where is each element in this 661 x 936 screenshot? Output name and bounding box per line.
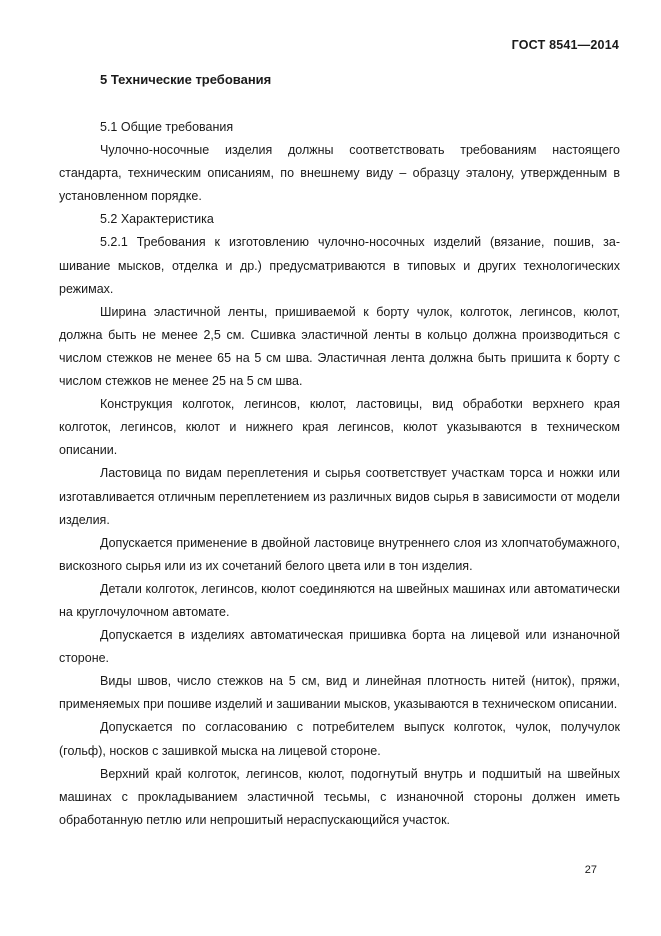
paragraph: Чулочно-носочные изделия должны соответствовать требованиям настоящего стандарта, техническим описаниям, по внешнему виду – образцу эталону, утвержденным в установленном порядке. [59, 143, 620, 204]
paragraph: Верхний край колготок, легинсов, кюлот, подогнутый внутрь и подшитый на швейных машинах с прокладыванием эластичной тесьмы, с изнаночной стороны должен иметь обработанную петлю или непрошитый нераспускающийся участок. [59, 766, 620, 827]
subsection-heading-characteristics: 5.2 Характеристика [100, 212, 214, 227]
body-text [59, 116, 620, 832]
paragraph: Допускается применение в двойной ластовице внутреннего слоя из хлопчатобумажного, вискозного сырья или из их сочетаний белого цвета или в тон изделия. [59, 535, 620, 573]
page-number: 27 [584, 864, 597, 876]
paragraph: Допускается в изделиях автоматическая пришивка борта на лицевой или изнаночной стороне. [59, 628, 620, 666]
paragraph: Конструкция колготок, легинсов, кюлот, ластовицы, вид обработки верхнего края колготок, легинсов, кюлот и нижнего края легинсов, кюлот указываются в техническом описании. [59, 397, 620, 458]
document-code: ГОСТ 8541—2014 [511, 38, 619, 52]
paragraph: Ширина эластичной ленты, пришиваемой к борту чулок, колготок, легинсов, кюлот, должна быть не менее 2,5 см. Сшивка эластичной ленты в кольцо должна производиться с числом стежков не менее 65 на 5 см шва. Эластичная лента должна быть пришита к борту с числом стежков не менее 25 на 5 см шва. [59, 304, 620, 389]
paragraph: Виды швов, число стежков на 5 см, вид и линейная плотность нитей (ниток), пряжи, применяемых при пошиве изделий и зашивании мысков, указываются в техническом описании. [59, 674, 620, 712]
paragraph: Детали колготок, легинсов, кюлот соединяются на швейных машинах или автоматически на круглочулочном автомате. [59, 581, 620, 619]
paragraph: Допускается по согласованию с потребителем выпуск колготок, чулок, получулок (гольф), носков с зашивкой мыска на лицевой стороне. [59, 720, 620, 758]
section-title: 5 Технические требования [100, 72, 272, 87]
paragraph: Ластовица по видам переплетения и сырья соответствует участкам торса и ножки или изготавливается отличным переплетением из различных видов сырья в зависимости от модели изделия. [59, 466, 620, 527]
subsection-heading-general: 5.1 Общие требования [100, 120, 234, 134]
paragraph: 5.2.1 Требования к изготовлению чулочно-носочных изделий (вязание, пошив, зашивание мысков, отделка и др.) предусматриваются в типовых и других технологических режимах. [59, 235, 620, 296]
